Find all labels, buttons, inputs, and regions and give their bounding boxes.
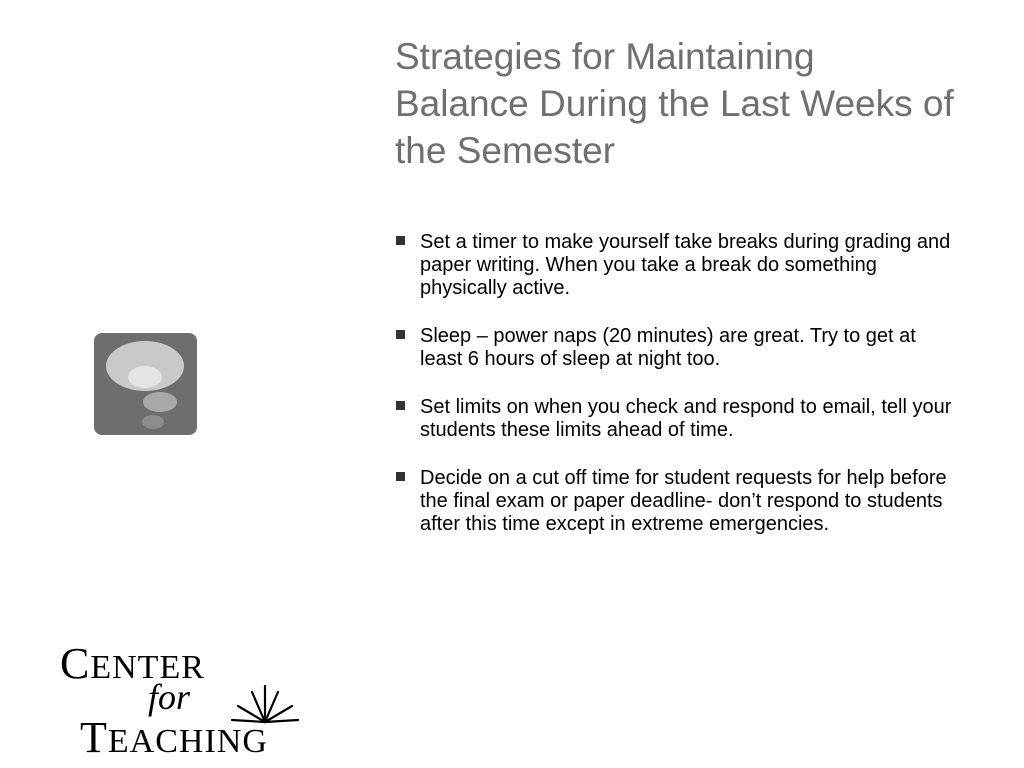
bullet-list	[396, 231, 956, 561]
bullet-text: Sleep – power naps (20 minutes) are great. Try to get at least 6 hours of sleep at night too.	[420, 325, 916, 370]
bullet-text: Decide on a cut off time for student requests for help before the final exam or paper deadline- don’t respond to students after this time except in extreme emergencies.	[420, 467, 947, 535]
logo-line-teaching: TEACHING	[80, 713, 268, 762]
slide-title: Strategies for Maintaining Balance During the Last Weeks of the Semester	[395, 36, 954, 171]
square-bullet-icon	[396, 401, 405, 410]
bullet-item	[396, 325, 956, 371]
center-for-teaching-logo	[60, 636, 360, 760]
logo-line-center: CENTER	[60, 639, 205, 688]
bullet-item	[396, 231, 956, 300]
bullet-text: Set a timer to make yourself take breaks during grading and paper writing. When you take a break do something physically active.	[420, 231, 951, 299]
thought-bubble-icon	[94, 333, 197, 435]
bullet-text: Set limits on when you check and respond to email, tell your students these limits ahead of time.	[420, 396, 952, 441]
bullet-item	[396, 396, 956, 442]
bullet-item	[396, 467, 956, 536]
square-bullet-icon	[396, 330, 405, 339]
sunburst-icon	[230, 682, 300, 730]
square-bullet-icon	[396, 236, 405, 245]
logo-line-for: for	[148, 677, 191, 717]
square-bullet-icon	[396, 472, 405, 481]
